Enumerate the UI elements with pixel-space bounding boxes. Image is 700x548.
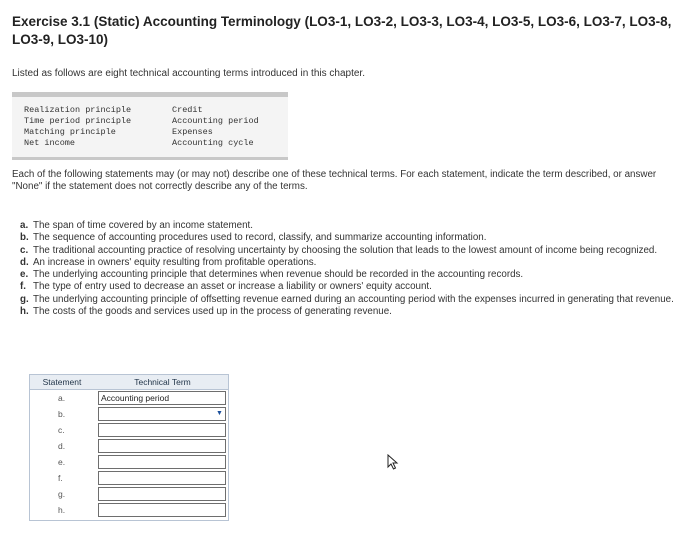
- term-item: Accounting cycle: [172, 138, 254, 148]
- mouse-pointer-icon: [386, 454, 400, 470]
- statement-text: The sequence of accounting procedures used to record, classify, and summarize accounting information.: [33, 232, 487, 244]
- statement-text: An increase in owners' equity resulting from profitable operations.: [33, 256, 317, 268]
- table-row: [30, 423, 228, 439]
- statement-text: The type of entry used to decrease an asset or increase a liability or owners' equity account.: [33, 281, 432, 293]
- answer-table: [29, 374, 229, 521]
- term-item: Credit: [172, 105, 203, 115]
- statement-item: [20, 294, 680, 306]
- statement-item: [20, 257, 680, 269]
- statement-item: [20, 306, 680, 318]
- statement-text: The costs of the goods and services used up in the process of generating revenue.: [33, 306, 392, 318]
- row-label: h.: [58, 505, 66, 515]
- answer-select-d[interactable]: [98, 439, 226, 453]
- answer-table-header: [30, 375, 228, 390]
- instructions-text: Each of the following statements may (or may not) describe one of these technical terms. For each statement, indicate the term described, or answer "None" if the statement does not correctly describe any of the terms.: [12, 169, 657, 192]
- term-item: Expenses: [172, 127, 213, 137]
- answer-select-b[interactable]: [98, 407, 226, 421]
- terms-right-column: [172, 105, 259, 149]
- terms-left-column: [24, 105, 131, 149]
- answer-select-a[interactable]: [98, 391, 226, 405]
- intro-text: Listed as follows are eight technical accounting terms introduced in this chapter.: [12, 68, 365, 79]
- answer-select-c[interactable]: [98, 423, 226, 437]
- answer-select-g[interactable]: [98, 487, 226, 501]
- term-item: Time period principle: [24, 116, 132, 126]
- statement-letter: f.: [20, 281, 26, 293]
- statement-letter: b.: [20, 232, 29, 244]
- header-statement: Statement: [42, 377, 82, 387]
- row-label: a.: [58, 393, 66, 403]
- term-item: Net income: [24, 138, 76, 148]
- statement-item: [20, 220, 680, 232]
- answer-select-h[interactable]: [98, 503, 226, 517]
- term-item: Realization principle: [24, 105, 132, 115]
- term-item: Accounting period: [172, 116, 259, 126]
- statement-text: The traditional accounting practice of resolving uncertainty by choosing the solution that leads to the lowest amount of income being recognized.: [33, 244, 658, 256]
- answer-select-e[interactable]: [98, 455, 226, 469]
- statement-item: [20, 269, 680, 281]
- table-row: [30, 455, 228, 471]
- statement-list: [20, 220, 680, 318]
- term-item: Matching principle: [24, 127, 116, 137]
- table-row: [30, 487, 228, 503]
- table-row: [30, 391, 228, 407]
- statement-text: The span of time covered by an income statement.: [33, 220, 253, 231]
- table-row: [30, 407, 228, 423]
- chevron-down-icon[interactable]: ▼: [216, 410, 223, 417]
- page-title: Exercise 3.1 (Static) Accounting Terminology (LO3-1, LO3-2, LO3-3, LO3-4, LO3-5, LO3-6, LO3-7, LO3-8, LO3-9, LO3-10): [12, 14, 672, 47]
- table-row: [30, 439, 228, 455]
- header-technical-term: Technical Term: [134, 377, 191, 387]
- table-row: [30, 471, 228, 487]
- answer-value: Accounting period: [101, 393, 170, 403]
- table-row: [30, 503, 228, 519]
- row-label: e.: [58, 457, 66, 467]
- row-label: f.: [58, 473, 63, 483]
- terms-box: [12, 92, 288, 160]
- statement-item: [20, 281, 680, 293]
- row-label: d.: [58, 441, 66, 451]
- statement-text: The underlying accounting principle of offsetting revenue earned during an accounting period with the expenses incurred in generating that revenue.: [33, 293, 674, 305]
- statement-text: The underlying accounting principle that determines when revenue should be recorded in the accounting records.: [33, 269, 524, 281]
- statement-letter: g.: [20, 293, 29, 305]
- statement-letter: h.: [20, 306, 29, 318]
- statement-letter: d.: [20, 256, 29, 268]
- row-label: b.: [58, 409, 66, 419]
- statement-letter: e.: [20, 269, 29, 281]
- statement-item: [20, 245, 680, 257]
- statement-letter: c.: [20, 244, 29, 256]
- row-label: g.: [58, 489, 66, 499]
- answer-select-f[interactable]: [98, 471, 226, 485]
- statement-item: [20, 232, 680, 244]
- row-label: c.: [58, 425, 65, 435]
- statement-letter: a.: [20, 220, 29, 231]
